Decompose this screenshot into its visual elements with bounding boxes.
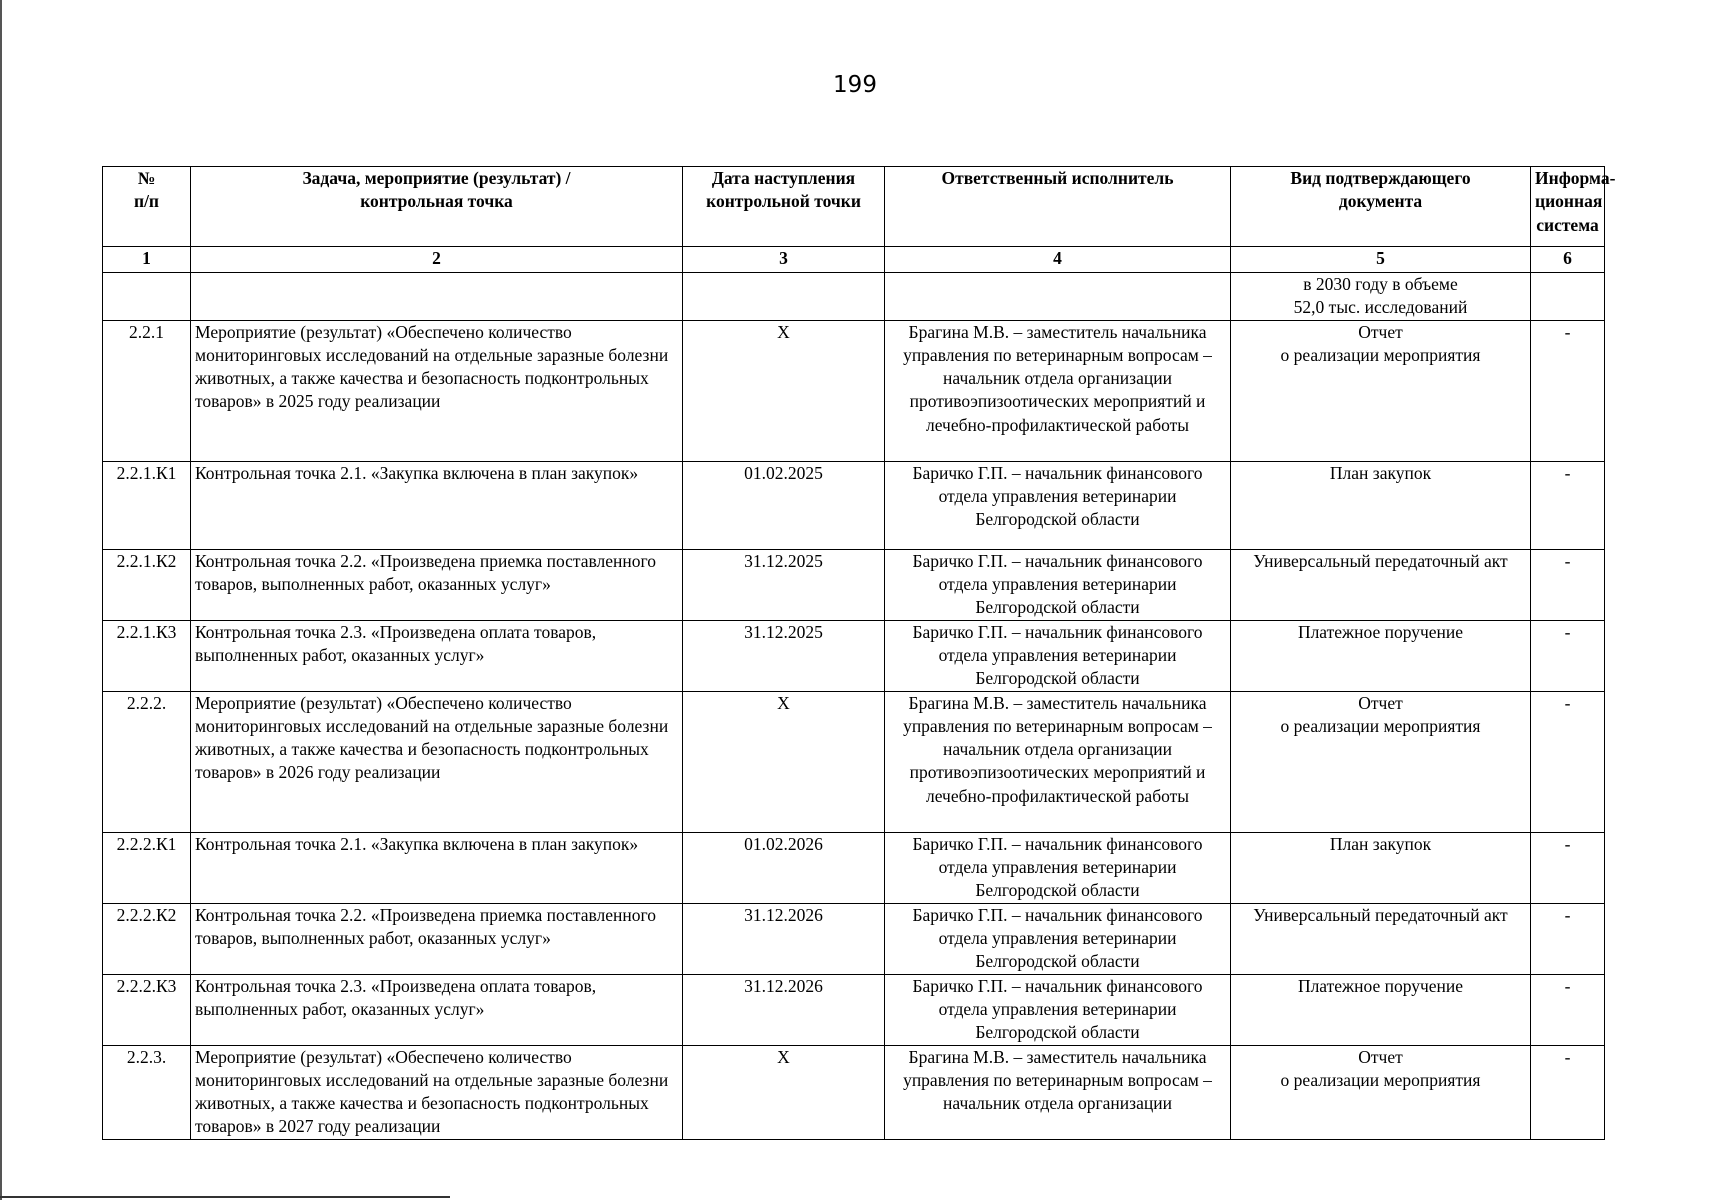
row-number: 2.2.1	[103, 320, 191, 461]
footnote-rule	[0, 1196, 450, 1198]
row-date	[683, 273, 885, 321]
row-number	[103, 273, 191, 321]
row-date: X	[683, 320, 885, 461]
row-document: Отчет о реализации мероприятия	[1231, 320, 1531, 461]
row-executor: Брагина М.В. – заместитель начальника управления по ветеринарным вопросам – начальник отдела организации противоэпизоотических мероприятий и лечебно-профилактической работы	[885, 320, 1231, 461]
row-number: 2.2.2.К3	[103, 974, 191, 1045]
row-document: Отчет о реализации мероприятия	[1231, 691, 1531, 832]
row-executor: Баричко Г.П. – начальник финансового отдела управления ветеринарии Белгородской области	[885, 620, 1231, 691]
row-number: 2.2.1.К2	[103, 549, 191, 620]
row-date: 31.12.2026	[683, 974, 885, 1045]
row-number: 2.2.3.	[103, 1045, 191, 1139]
row-date: 31.12.2025	[683, 620, 885, 691]
row-document: Платежное поручение	[1231, 620, 1531, 691]
row-executor	[885, 273, 1231, 321]
row-date: 01.02.2026	[683, 832, 885, 903]
header-row	[103, 167, 1605, 247]
control-points-table	[102, 166, 1616, 1140]
row-document: в 2030 году в объеме 52,0 тыс. исследований	[1231, 273, 1531, 321]
row-task: Контрольная точка 2.2. «Произведена приемка поставленного товаров, выполненных работ, оказанных услуг»	[191, 903, 683, 974]
row-document: Отчет о реализации мероприятия	[1231, 1045, 1531, 1139]
row-date: 31.12.2025	[683, 549, 885, 620]
table-row	[103, 620, 1605, 691]
row-system	[1531, 273, 1605, 321]
table-row	[103, 974, 1605, 1045]
row-system: -	[1531, 974, 1605, 1045]
row-document: Универсальный передаточный акт	[1231, 549, 1531, 620]
column-number: 4	[885, 247, 1231, 273]
row-number: 2.2.1.К1	[103, 461, 191, 549]
column-numbers-row	[103, 247, 1605, 273]
row-document: План закупок	[1231, 832, 1531, 903]
row-document: План закупок	[1231, 461, 1531, 549]
scan-left-edge	[0, 0, 2, 1200]
row-task: Контрольная точка 2.3. «Произведена оплата товаров, выполненных работ, оказанных услуг»	[191, 620, 683, 691]
row-task: Мероприятие (результат) «Обеспечено количество мониторинговых исследований на отдельные заразные болезни животных, а также качества и безопасность подконтрольных товаров» в 2027 году реализации	[191, 1045, 683, 1139]
row-executor: Баричко Г.П. – начальник финансового отдела управления ветеринарии Белгородской области	[885, 461, 1231, 549]
column-number: 1	[103, 247, 191, 273]
column-number: 5	[1231, 247, 1531, 273]
row-system: -	[1531, 620, 1605, 691]
row-number: 2.2.2.К2	[103, 903, 191, 974]
row-date: X	[683, 691, 885, 832]
row-task	[191, 273, 683, 321]
page-number: 199	[833, 72, 877, 98]
row-executor: Брагина М.В. – заместитель начальника управления по ветеринарным вопросам – начальник отдела организации противоэпизоотических мероприятий и лечебно-профилактической работы	[885, 691, 1231, 832]
column-number: 6	[1531, 247, 1605, 273]
table-row	[103, 320, 1605, 461]
row-executor: Баричко Г.П. – начальник финансового отдела управления ветеринарии Белгородской области	[885, 903, 1231, 974]
row-system: -	[1531, 691, 1605, 832]
row-executor: Брагина М.В. – заместитель начальника управления по ветеринарным вопросам – начальник отдела организации	[885, 1045, 1231, 1139]
header-number: № п/п	[103, 167, 191, 247]
row-system: -	[1531, 549, 1605, 620]
row-system: -	[1531, 320, 1605, 461]
row-number: 2.2.1.К3	[103, 620, 191, 691]
header-date: Дата наступления контрольной точки	[683, 167, 885, 247]
row-task: Контрольная точка 2.1. «Закупка включена в план закупок»	[191, 461, 683, 549]
row-number: 2.2.2.К1	[103, 832, 191, 903]
table-row	[103, 1045, 1605, 1139]
row-date: X	[683, 1045, 885, 1139]
table-row	[103, 273, 1605, 321]
row-task: Контрольная точка 2.3. «Произведена оплата товаров, выполненных работ, оказанных услуг»	[191, 974, 683, 1045]
header-system: Информа- ционная система	[1531, 167, 1605, 247]
row-date: 01.02.2025	[683, 461, 885, 549]
row-executor: Баричко Г.П. – начальник финансового отдела управления ветеринарии Белгородской области	[885, 549, 1231, 620]
header-task: Задача, мероприятие (результат) / контрольная точка	[191, 167, 683, 247]
table-row	[103, 461, 1605, 549]
table-row	[103, 832, 1605, 903]
row-system: -	[1531, 1045, 1605, 1139]
row-executor: Баричко Г.П. – начальник финансового отдела управления ветеринарии Белгородской области	[885, 832, 1231, 903]
row-task: Контрольная точка 2.1. «Закупка включена в план закупок»	[191, 832, 683, 903]
row-system: -	[1531, 461, 1605, 549]
row-task: Мероприятие (результат) «Обеспечено количество мониторинговых исследований на отдельные заразные болезни животных, а также качества и безопасность подконтрольных товаров» в 2025 году реализации	[191, 320, 683, 461]
column-number: 2	[191, 247, 683, 273]
header-executor: Ответственный исполнитель	[885, 167, 1231, 247]
row-system: -	[1531, 832, 1605, 903]
row-task: Мероприятие (результат) «Обеспечено количество мониторинговых исследований на отдельные заразные болезни животных, а также качества и безопасность подконтрольных товаров» в 2026 году реализации	[191, 691, 683, 832]
row-number: 2.2.2.	[103, 691, 191, 832]
row-document: Универсальный передаточный акт	[1231, 903, 1531, 974]
row-executor: Баричко Г.П. – начальник финансового отдела управления ветеринарии Белгородской области	[885, 974, 1231, 1045]
row-document: Платежное поручение	[1231, 974, 1531, 1045]
header-document: Вид подтверждающего документа	[1231, 167, 1531, 247]
row-date: 31.12.2026	[683, 903, 885, 974]
row-task: Контрольная точка 2.2. «Произведена приемка поставленного товаров, выполненных работ, оказанных услуг»	[191, 549, 683, 620]
row-system: -	[1531, 903, 1605, 974]
table-row	[103, 691, 1605, 832]
column-number: 3	[683, 247, 885, 273]
table-row	[103, 549, 1605, 620]
table-row	[103, 903, 1605, 974]
